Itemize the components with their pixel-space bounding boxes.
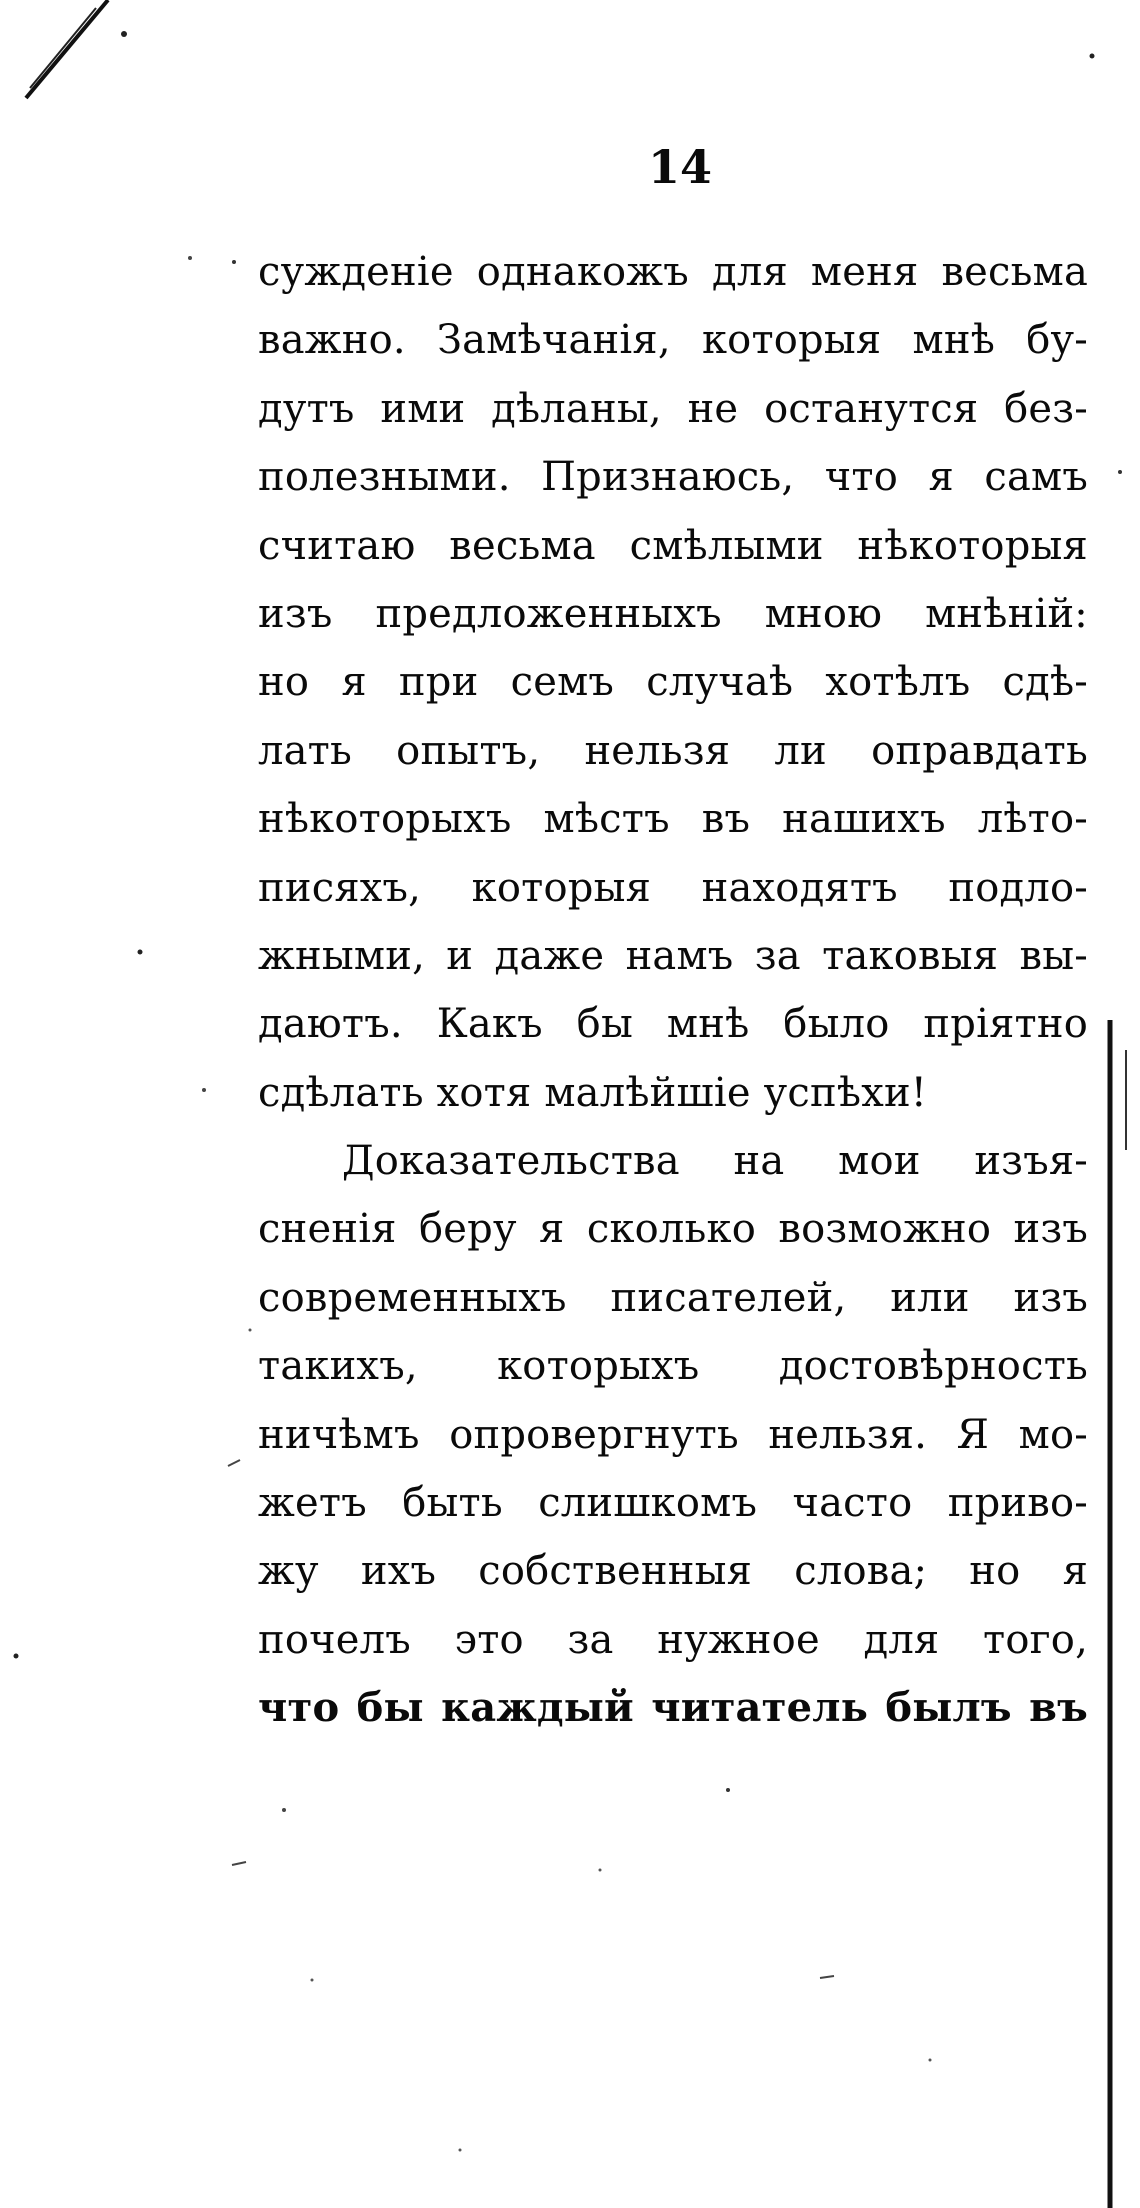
dash-mark [232, 1862, 246, 1865]
text-line: важно. Замѣчанія, которыя мнѣ бу- [258, 317, 1088, 364]
text-line: жетъ быть слишкомъ часто приво- [258, 1480, 1088, 1527]
speck [929, 2059, 932, 2062]
speck [282, 1808, 286, 1812]
text-line: нѣкоторыхъ мѣстъ въ нашихъ лѣто- [258, 796, 1088, 843]
text-line: но я при семъ случаѣ хотѣлъ сдѣ- [258, 659, 1088, 706]
text-line: жу ихъ собственныя слова; но я [258, 1548, 1088, 1595]
text-line: сненія беру я сколько возможно изъ [258, 1206, 1088, 1253]
paragraph-start-line: Доказательства на мои изъя- [342, 1138, 1088, 1185]
text-line: почелъ это за нужное для того, [258, 1616, 1088, 1663]
speck [138, 950, 143, 955]
text-line: лать опытъ, нельзя ли оправдать [258, 727, 1088, 774]
text-line: такихъ, которыхъ достовѣрность [258, 1343, 1088, 1390]
speck [249, 1329, 252, 1332]
text-line: дутъ ими дѣланы, не останутся без- [258, 385, 1088, 432]
text-line: считаю весьма смѣлыми нѣкоторыя [258, 522, 1088, 569]
speck [14, 1654, 19, 1659]
page-number: 14 [648, 140, 713, 194]
text-line: даютъ. Какъ бы мнѣ было пріятно [258, 1001, 1088, 1048]
speck [599, 1869, 602, 1872]
speck [232, 260, 236, 264]
corner-stroke [30, 8, 96, 88]
text-line: сдѣлать хотя малѣйшіе успѣхи! [258, 1069, 928, 1116]
speck [188, 256, 192, 260]
text-line: жными, и даже намъ за таковыя вы- [258, 932, 1088, 979]
dash-mark [228, 1460, 240, 1466]
speck [121, 31, 127, 37]
speck [202, 1088, 206, 1092]
text-line: что бы каждый читатель былъ въ [258, 1684, 1088, 1732]
text-line: современныхъ писателей, или изъ [258, 1274, 1088, 1321]
speck [459, 2149, 462, 2152]
dash-mark [820, 1976, 834, 1978]
speck [726, 1788, 730, 1792]
text-line: ничѣмъ опровергнуть нельзя. Я мо- [258, 1411, 1088, 1458]
text-line: изъ предложенныхъ мною мнѣній: [258, 590, 1088, 637]
speck [311, 1979, 314, 1982]
speck [1090, 54, 1095, 59]
text-line: полезными. Признаюсь, что я самъ [258, 454, 1088, 501]
text-line: писяхъ, которыя находятъ подло- [258, 864, 1088, 911]
speck [1118, 470, 1122, 474]
body-text [258, 238, 1088, 1743]
corner-stroke [26, 0, 108, 98]
text-line: сужденіе однакожъ для меня весьма [258, 249, 1088, 295]
